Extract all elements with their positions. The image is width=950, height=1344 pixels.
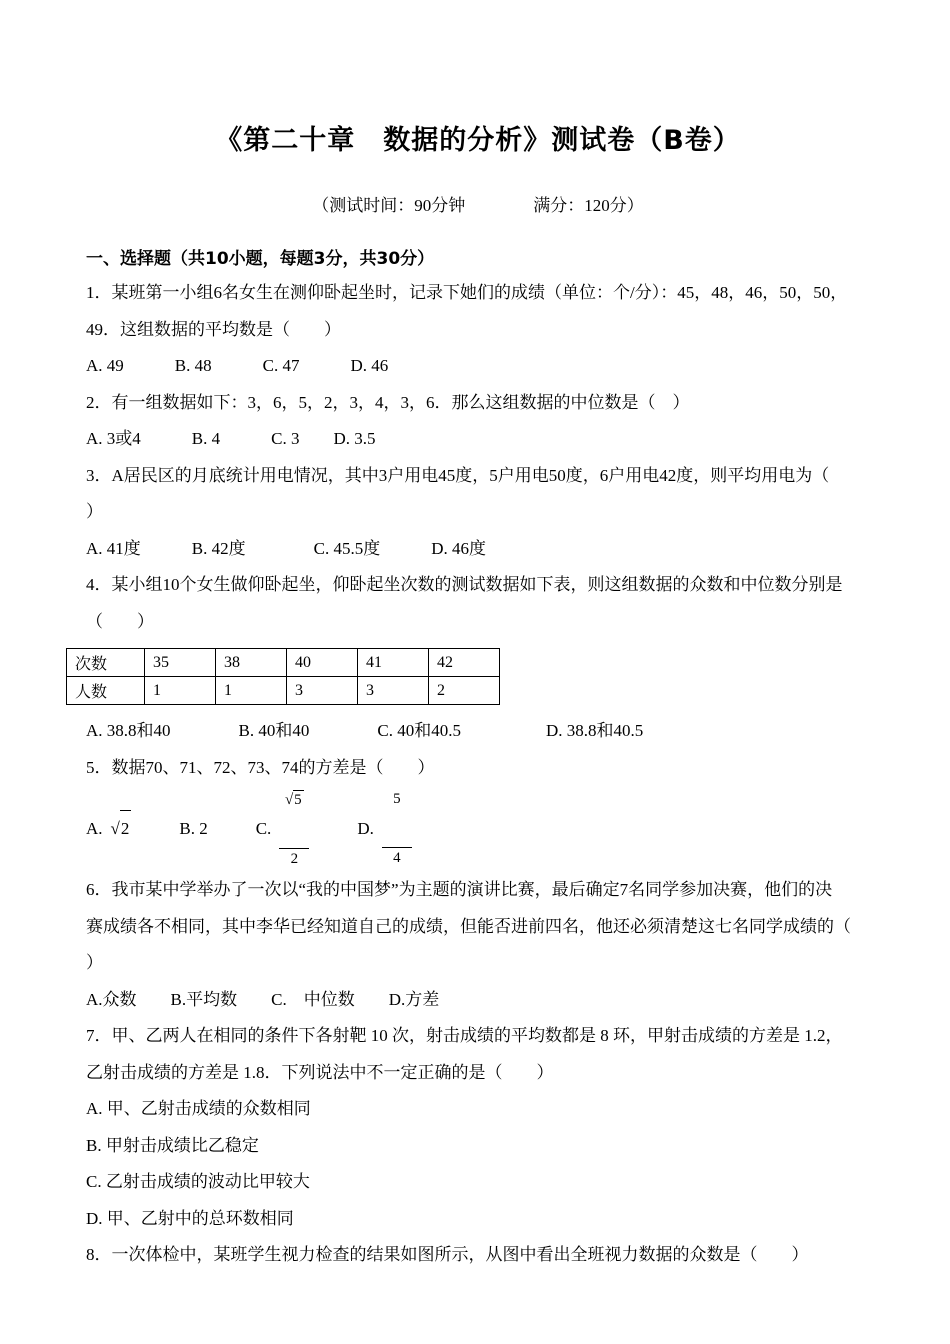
- exam-info: （测试时间：90分钟 满分：120分）: [312, 196, 644, 215]
- table-cell: 40: [287, 649, 358, 677]
- q3-text-line-2: ）: [86, 502, 103, 521]
- fraction-denominator: 2: [279, 848, 309, 869]
- radical-sign: √: [110, 819, 120, 839]
- table-row: [67, 649, 500, 677]
- q8-text-line-1: 8．一次体检中，某班学生视力检查的结果如图所示，从图中看出全班视力数据的众数是（ ）: [86, 1245, 809, 1264]
- table-cell: 35: [145, 649, 216, 677]
- fraction-numerator: 5: [393, 791, 401, 807]
- q4-text-line-2: （ ）: [86, 611, 154, 631]
- table-cell: 人数: [67, 677, 145, 705]
- page-title: 《第二十章 数据的分析》测试卷（B卷）: [215, 125, 741, 156]
- table-cell: 1: [145, 677, 216, 705]
- radicand: 2: [120, 810, 132, 848]
- q3-options: A. 41度 B. 42度 C. 45.5度 D. 46度: [86, 538, 486, 558]
- q6-options: A.众数 B.平均数 C. 中位数 D.方差: [86, 989, 440, 1009]
- table-cell: 次数: [67, 649, 145, 677]
- q4-text-line-1: 4．某小组10个女生做仰卧起坐，仰卧起坐次数的测试数据如下表，则这组数据的众数和中位数分别是: [86, 575, 843, 594]
- table-row: [67, 677, 500, 705]
- sqrt-expression: [285, 790, 304, 810]
- fraction-denominator: 4: [382, 847, 412, 868]
- option-label: A.: [86, 818, 103, 838]
- q1-options: A. 49 B. 48 C. 47 D. 46: [86, 356, 389, 375]
- radicand: 5: [294, 791, 302, 808]
- q7-text-line-1: 7．甲、乙两人在相同的条件下各射靶 10 次，射击成绩的平均数都是 8 环，甲射击成绩的方差是 1.2，: [86, 1026, 843, 1045]
- table-cell: 42: [429, 649, 500, 677]
- q2-text-line-1: 2．有一组数据如下：3，6，5，2，3，4，3，6．那么这组数据的中位数是（ ）: [86, 392, 690, 412]
- q6-text-line-2: 赛成绩各不相同，其中李华已经知道自己的成绩，但能否进前四名，他还必须清楚这七名同学成绩的（: [86, 916, 851, 936]
- q1-text-line-2: 49．这组数据的平均数是（ ）: [86, 319, 341, 339]
- q5-options: [86, 786, 890, 872]
- table-cell: 3: [358, 677, 429, 705]
- option-label: C.: [255, 818, 272, 838]
- q7-option-c: C. 乙射击成绩的波动比甲较大: [86, 1172, 310, 1191]
- q3-text-line-1: 3．A居民区的月底统计用电情况，其中3户用电45度，5户用电50度，6户用电42度，则平均用电为（: [86, 465, 830, 485]
- table-cell: 2: [429, 677, 500, 705]
- q7-text-line-2: 乙射击成绩的方差是 1.8．下列说法中不一定正确的是（ ）: [86, 1062, 554, 1082]
- q5-option-a: [86, 810, 131, 848]
- q4-data-table: [66, 648, 500, 705]
- table-cell: 41: [358, 649, 429, 677]
- q6-text-line-3: ）: [86, 953, 103, 972]
- option-label: D.: [357, 818, 374, 838]
- q2-options: A. 3或4 B. 4 C. 3 D. 3.5: [86, 429, 376, 448]
- fraction-numerator: [279, 790, 309, 811]
- table-cell: 1: [216, 677, 287, 705]
- q7-option-b: B. 甲射击成绩比乙稳定: [86, 1135, 259, 1155]
- sqrt-expression: [111, 810, 132, 848]
- radical-sign: √: [284, 791, 294, 808]
- section-heading: 一、选择题（共10小题，每题3分，共30分）: [86, 249, 435, 269]
- table-cell: 3: [287, 677, 358, 705]
- q7-option-d: D. 甲、乙射中的总环数相同: [86, 1208, 294, 1228]
- q7-option-a: A. 甲、乙射击成绩的众数相同: [86, 1099, 311, 1118]
- q6-text-line-1: 6．我市某中学举办了一次以“我的中国梦”为主题的演讲比赛，最后确定7名同学参加决赛，他们的决: [86, 880, 833, 899]
- table-cell: 38: [216, 649, 287, 677]
- q5-option-b: B. 2: [179, 818, 208, 838]
- q4-options: A. 38.8和40 B. 40和40 C. 40和40.5 D. 38.8和40.5: [86, 721, 644, 740]
- q5-text-line-1: 5．数据70、71、72、73、74的方差是（ ）: [86, 757, 435, 777]
- q1-text-line-1: 1．某班第一小组6名女生在测仰卧起坐时，记录下她们的成绩（单位：个/分）：45，48，46，50，50，: [86, 283, 848, 302]
